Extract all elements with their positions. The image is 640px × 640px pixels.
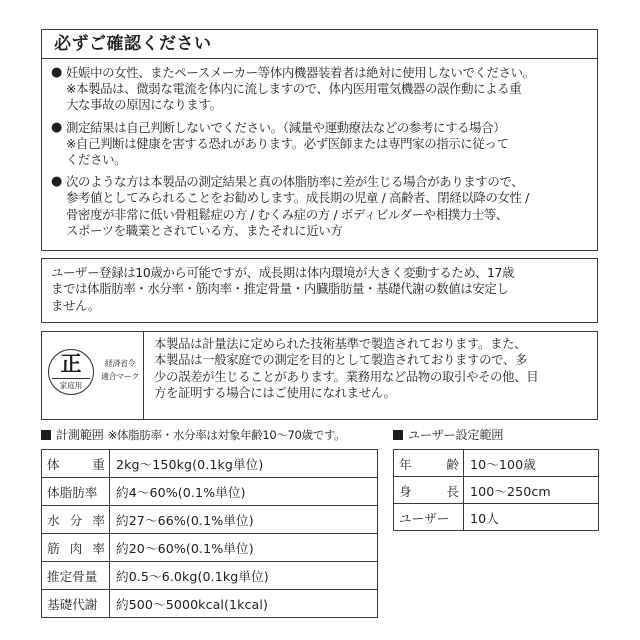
registration-note-box — [41, 258, 598, 323]
caution-title: 必ずご確認ください — [42, 30, 597, 59]
value-text: 10〜100歳 — [470, 456, 536, 472]
certification-line: 本製品は計量法に定められた技術基準で製造されております。また、 — [154, 336, 527, 351]
value-text: 10人 — [470, 510, 499, 526]
caution-line: スポーツを職業とされている方、またそれに近い方 — [66, 222, 343, 238]
row-label — [42, 450, 110, 478]
row-label — [42, 562, 110, 590]
row-label — [42, 534, 110, 562]
certification-line: 方を証明する場合にはご使用になれません。 — [154, 385, 396, 401]
row-value — [110, 534, 378, 562]
registration-line: までは体脂肪率・水分率・筋肉率・推定骨量・内臓脂肪量・基礎代謝の数値は安定し — [51, 281, 509, 297]
caution-line: 骨密度が非常に低い骨粗鬆症の方 / むくみ症の方 / ボディビルダーや相撲力士等、 — [66, 206, 508, 222]
row-label — [42, 478, 110, 506]
registration-line: ません。 — [51, 297, 100, 313]
value-text: 約0.5〜6.0kg(0.1kg単位) — [116, 569, 269, 584]
label-part: ユーザー — [399, 510, 450, 526]
row-value — [464, 477, 599, 504]
table-row — [394, 450, 599, 477]
bullet-icon: ● — [51, 174, 62, 190]
row-label — [394, 504, 464, 531]
row-label — [394, 450, 464, 477]
label-part: 体脂肪率 — [47, 485, 98, 500]
label-part: 重 — [92, 457, 105, 472]
user-settings-title: ユーザー設定範囲 — [408, 428, 504, 442]
label-part: 推定骨量 — [47, 569, 98, 584]
label-part: 基礎代謝 — [47, 597, 98, 612]
registration-line: ユーザー登録は10歳から可能ですが、成長期は体内環境が大きく変動するため、17歳 — [51, 265, 515, 280]
row-value — [110, 590, 378, 618]
value-text: 約4〜60%(0.1%単位) — [116, 485, 246, 500]
caution-item-pregnancy — [51, 65, 589, 114]
square-bullet-icon — [393, 430, 403, 440]
certification-line: 本製品は一般家庭での測定を目的として製造されておりますので、多 — [154, 352, 528, 368]
row-label — [394, 477, 464, 504]
household-scale-mark-icon — [48, 349, 94, 395]
row-value — [464, 504, 599, 531]
caution-line: ください。 — [66, 152, 127, 168]
square-bullet-icon — [41, 430, 51, 440]
measurement-range-table — [41, 449, 378, 618]
value-text: 100〜250cm — [470, 483, 551, 499]
mark-sub-label: 家庭用 — [59, 381, 83, 390]
caution-line: 測定結果は自己判断しないでください。（減量や運動療法などの参考にする場合） — [66, 119, 506, 135]
certification-mark-cell — [42, 332, 144, 419]
row-label — [42, 590, 110, 618]
caution-item-self-judgment — [51, 120, 589, 169]
mark-caption — [97, 357, 143, 383]
measurement-range-heading — [41, 427, 345, 443]
mark-symbol: 正 — [60, 352, 82, 376]
mark-divider — [52, 378, 90, 379]
label-part: 身 — [399, 483, 412, 499]
bullet-icon: ● — [51, 119, 62, 135]
table-row — [42, 478, 378, 506]
mark-caption-line: 経済省令 — [104, 359, 136, 368]
table-row — [394, 504, 599, 531]
user-settings-heading — [393, 427, 503, 443]
caution-line: 参考値としてみられることをお勧めします。成長期の児童 / 高齢者、閉経以降の女性 / — [66, 190, 529, 206]
table-row — [42, 534, 378, 562]
bullet-icon: ● — [51, 65, 62, 80]
caution-item-accuracy — [51, 174, 589, 239]
table-row — [42, 450, 378, 478]
label-part: 体 — [47, 457, 60, 472]
value-text: 約27〜66%(0.1%単位) — [116, 513, 254, 528]
label-part: 率 — [92, 513, 105, 528]
caution-line: ※本製品は、微弱な電流を体内に流しますので、体内医用電気機器の誤作動による重 — [66, 81, 522, 97]
label-part: 水 — [47, 513, 60, 528]
row-value — [110, 450, 378, 478]
row-value — [110, 562, 378, 590]
caution-list — [42, 59, 597, 239]
label-part: 肉 — [69, 541, 83, 556]
certification-line: 少の誤差が生じることがあります。業務用など品物の取引やその他、目 — [154, 368, 539, 384]
measurement-range-title: 計測範囲 — [56, 428, 104, 442]
label-part: 筋 — [47, 541, 60, 556]
caution-line: ※自己判断は健康を害する恐れがあります。必ず医師または専門家の指示に従って — [66, 135, 509, 151]
table-row — [42, 506, 378, 534]
label-part: 齢 — [446, 456, 459, 472]
caution-line: 大な事故の原因になります。 — [66, 97, 222, 113]
value-text: 約20〜60%(0.1%単位) — [116, 541, 254, 556]
row-value — [110, 478, 378, 506]
value-text: 約500〜5000kcal(1kcal) — [116, 597, 268, 612]
label-part: 長 — [446, 483, 459, 499]
table-row — [394, 477, 599, 504]
value-text: 2kg〜150kg(0.1kg単位) — [116, 457, 264, 472]
mark-caption-line: 適合マーク — [101, 372, 139, 381]
caution-line: 妊娠中の女性、またペースメーカー等体内機器装着者は絶対に使用しないでください。 — [66, 65, 535, 80]
label-part: 年 — [399, 456, 412, 472]
measurement-range-note: ※体脂肪率・水分率は対象年齢10〜70歳です。 — [107, 428, 346, 442]
user-settings-table — [393, 449, 599, 531]
caution-box — [41, 29, 598, 251]
row-value — [110, 506, 378, 534]
caution-line: 次のような方は本製品の測定結果と真の体脂肪率に差が生じる場合がありますので、 — [66, 174, 524, 190]
label-part: 率 — [92, 541, 105, 556]
certification-text — [154, 336, 591, 402]
table-row — [42, 562, 378, 590]
row-label — [42, 506, 110, 534]
table-row — [42, 590, 378, 618]
label-part: 分 — [69, 513, 83, 528]
certification-box — [41, 331, 598, 420]
row-value — [464, 450, 599, 477]
